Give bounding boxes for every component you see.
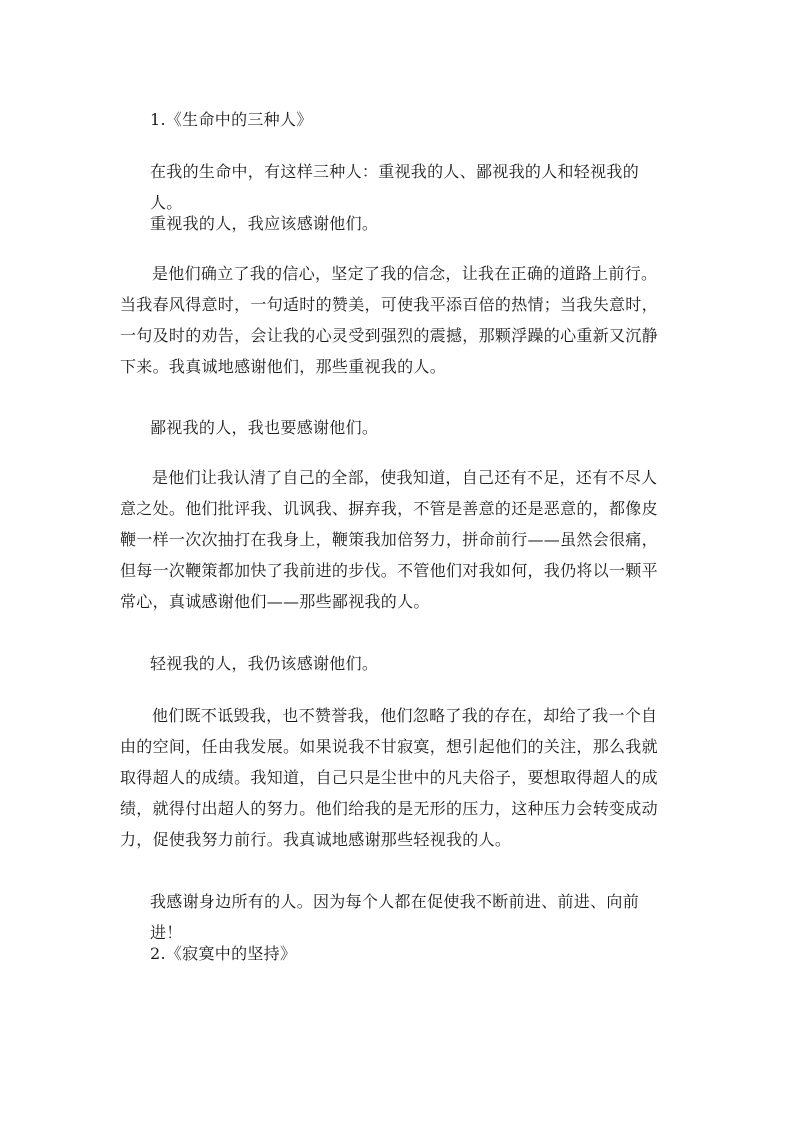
- section-title-1: 1.《生命中的三种人》: [150, 110, 313, 129]
- paragraph-conclusion: 我感谢身边所有的人。因为每个人都在促使我不断前进、前进、向前进！: [150, 892, 640, 942]
- paragraph-scorn-heading: 鄙视我的人，我也要感谢他们。: [150, 418, 379, 437]
- paragraph-neglect-heading: 轻视我的人，我仍该感谢他们。: [150, 654, 379, 673]
- paragraph-intro: 在我的生命中，有这样三种人：重视我的人、鄙视我的人和轻视我的人。: [150, 162, 640, 212]
- section-title-2: 2.《寂寞中的坚持》: [150, 944, 297, 963]
- paragraph-neglect-body: 他们既不诋毁我，也不赞誉我，他们忽略了我的存在，却给了我一个自由的空间，任由我发展。如果说我不甘寂寞，想引起他们的关注，那么我就取得超人的成绩。我知道，自己只是尘世中的凡夫俗子，要想取得超人的成绩，就得付出超人的努力。他们给我的是无形的压力，这种压力会转变成动力，促使我努力前行。我真诚地感谢那些轻视我的人。: [120, 706, 658, 849]
- paragraph-scorn-body: 是他们让我认清了自己的全部，使我知道，自己还有不足，还有不尽人意之处。他们批评我、讥讽我、摒弃我，不管是善意的还是恶意的，都像皮鞭一样一次次抽打在我身上，鞭策我加倍努力，拼命前行——虽然会很痛，但每一次鞭策都加快了我前进的步伐。不管他们对我如何，我仍将以一颗平常心，真诚感谢他们——那些鄙视我的人。: [120, 468, 658, 611]
- paragraph-value-body: 是他们确立了我的信心，坚定了我的信念，让我在正确的道路上前行。当我春风得意时，一句适时的赞美，可使我平添百倍的热情；当我失意时，一句及时的劝告，会让我的心灵受到强烈的震撼，那颗浮躁的心重新又沉静下来。我真诚地感谢他们，那些重视我的人。: [120, 264, 658, 376]
- paragraph-value-heading: 重视我的人，我应该感谢他们。: [150, 214, 379, 233]
